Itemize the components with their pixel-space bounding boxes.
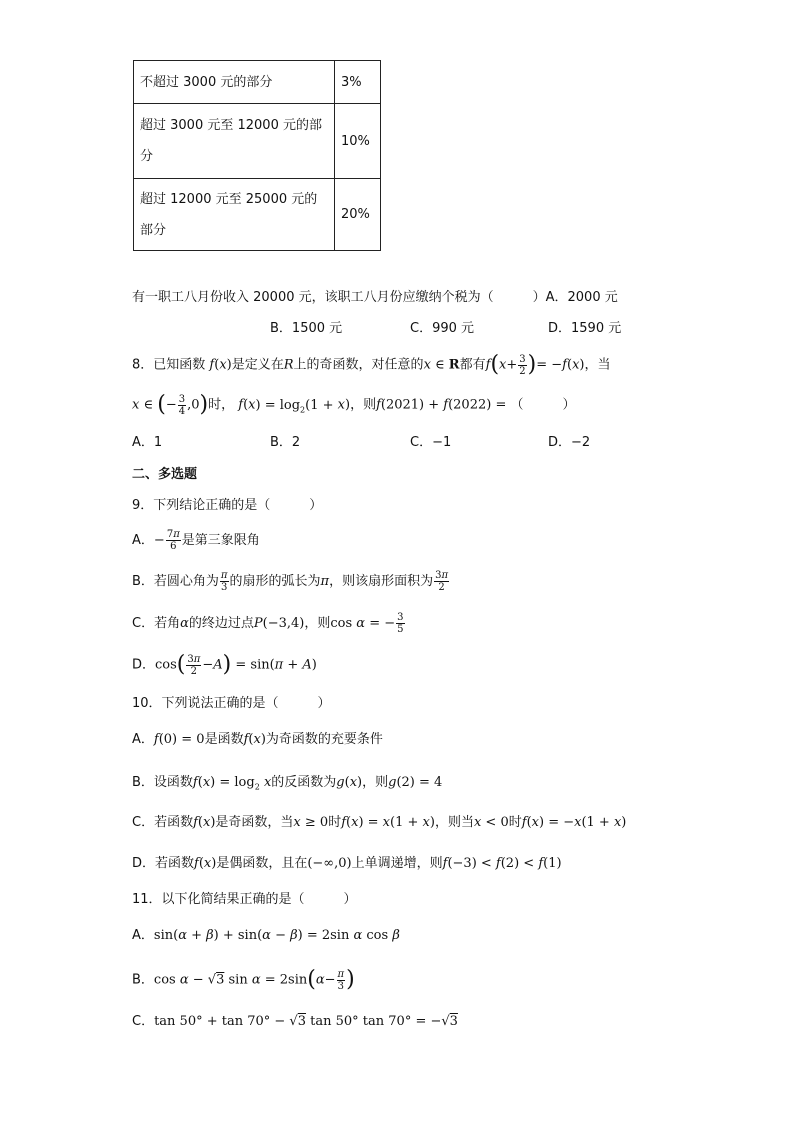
math: (1) xyxy=(543,856,562,871)
option-c: C．−1 xyxy=(410,435,452,450)
math: (1 + xyxy=(390,815,423,830)
math: f xyxy=(153,732,159,747)
math: ( xyxy=(566,357,573,373)
text: C．若函数 xyxy=(132,815,194,830)
text: 时 xyxy=(508,815,522,830)
math: ) = $\log_2(1$ + xyxy=(255,397,338,415)
option-d: D．−2 xyxy=(548,435,591,450)
math: (2022) = xyxy=(448,397,511,413)
math: (2021) + xyxy=(380,397,444,413)
option-label: D． xyxy=(132,657,156,673)
math: ) xyxy=(621,815,627,830)
math: α xyxy=(356,616,366,631)
math: ( xyxy=(176,652,186,677)
option-label: A． xyxy=(132,928,154,943)
text: 为奇函数的充要条件 xyxy=(265,732,383,747)
text: ，则 xyxy=(304,616,331,631)
math: = 2sin xyxy=(260,972,308,988)
math: cos xyxy=(362,928,393,943)
math: ) + sin( xyxy=(213,928,263,943)
math: ( xyxy=(307,967,316,992)
math: f xyxy=(495,856,501,871)
text: 的扇形的弧长为 xyxy=(229,574,321,589)
option-b: B．1500 元 xyxy=(270,321,343,336)
text: 的反函数为 xyxy=(271,775,337,790)
option-a: A．1 xyxy=(132,435,163,450)
table-cell-range: 不超过 3000 元的部分 xyxy=(134,61,335,104)
math: f xyxy=(243,732,249,747)
math: α xyxy=(262,928,271,943)
fraction: $\frac{3\pi}{2}$ xyxy=(187,653,201,677)
math: f xyxy=(485,357,491,373)
math: ) xyxy=(199,392,209,417)
math: f xyxy=(192,775,198,790)
question-8-line-2 xyxy=(132,392,576,423)
question-11-stem: 11．以下化简结果正确的是（ ） xyxy=(132,892,357,907)
math: g xyxy=(336,775,345,790)
table-row xyxy=(134,179,381,251)
math: cos xyxy=(155,657,177,673)
math: (−3,4) xyxy=(262,616,305,631)
math: f xyxy=(238,397,244,413)
question-11-option-a xyxy=(132,927,400,945)
option-d: D．1590 元 xyxy=(548,321,622,336)
math: ) = $\log_2$ xyxy=(210,775,260,792)
question-11-option-b xyxy=(132,966,355,995)
question-8-line-1 xyxy=(132,352,611,379)
question-11-option-c xyxy=(132,1013,458,1031)
text: 上单调递增，则 xyxy=(351,856,443,871)
math: = − xyxy=(536,357,563,373)
math: ) xyxy=(260,732,266,747)
math: x xyxy=(349,775,358,790)
math: x xyxy=(382,815,391,830)
math: x xyxy=(337,397,345,413)
text: 时 xyxy=(328,815,342,830)
table-cell-range: 超过 3000 元至 12000 元的部分 xyxy=(134,104,335,179)
math: ( xyxy=(248,732,254,747)
text: 上的奇函数，对任意的 xyxy=(293,357,424,373)
math: x xyxy=(499,357,507,373)
math: ( xyxy=(214,357,220,373)
math: α xyxy=(180,616,189,631)
math: x xyxy=(473,815,482,830)
text: 是偶函数，且在 xyxy=(216,856,308,871)
math: ∈ xyxy=(139,397,158,413)
math: ) xyxy=(429,815,435,830)
fraction: $\frac{3}{4}$ xyxy=(178,393,186,417)
math: ∈ R xyxy=(430,357,460,373)
math: f xyxy=(376,397,381,413)
question-7-stem: 有一职工八月份收入 20000 元，该职工八月份应缴纳个税为（ ） xyxy=(132,290,546,305)
math: x xyxy=(351,815,359,830)
tax-rate-table xyxy=(133,60,381,251)
math: ) xyxy=(226,357,232,373)
math: ) xyxy=(357,775,363,790)
text: D．若函数 xyxy=(132,856,195,871)
question-10-option-d xyxy=(132,855,562,873)
math: α xyxy=(179,972,189,988)
table-row xyxy=(134,104,381,179)
question-9-option-a xyxy=(132,527,260,555)
math: x xyxy=(574,815,582,830)
table-cell-rate: 10% xyxy=(335,104,381,179)
math: cos xyxy=(330,616,357,631)
math: f xyxy=(538,856,544,871)
math: (2) = 4 xyxy=(396,775,443,790)
option-label: C． xyxy=(132,1014,155,1029)
math: x xyxy=(423,357,431,373)
table-row xyxy=(134,61,381,104)
math: f xyxy=(341,815,347,830)
math: ) xyxy=(210,815,216,830)
text: 8．已知函数 xyxy=(132,357,206,373)
fraction: $\frac{7\pi}{6}$ xyxy=(166,529,180,552)
question-7 xyxy=(132,289,618,307)
math: ( xyxy=(526,815,532,830)
math: ( xyxy=(346,815,352,830)
math: = sin( xyxy=(231,657,275,673)
math: g xyxy=(388,775,397,790)
question-10-option-b xyxy=(132,774,442,797)
question-10-option-c xyxy=(132,814,626,832)
option-c: C．990 元 xyxy=(410,321,475,336)
math: P xyxy=(253,616,263,631)
math: ) = xyxy=(358,815,383,830)
text: ，当 xyxy=(584,357,611,373)
text: 是奇函数，当 xyxy=(215,815,294,830)
math: f xyxy=(521,815,527,830)
math: x xyxy=(202,775,211,790)
text: （ ） xyxy=(510,397,576,413)
math: ) xyxy=(346,967,355,992)
math: x xyxy=(293,815,301,830)
option-a: A．2000 元 xyxy=(545,290,618,305)
fraction: $\frac{3\pi}{2}$ xyxy=(435,570,449,593)
math: β xyxy=(206,928,214,943)
math: (1 + xyxy=(581,815,614,830)
option-b: B．2 xyxy=(270,435,301,450)
fraction: $\frac{\pi}{3}$ xyxy=(220,570,228,593)
math: x xyxy=(263,775,272,790)
math: cos xyxy=(153,972,180,988)
question-9-option-b xyxy=(132,568,450,596)
math: A xyxy=(302,657,312,673)
math: ) xyxy=(579,357,585,373)
math: ) xyxy=(344,397,351,413)
text: ，则 xyxy=(350,397,377,413)
math: − xyxy=(165,397,177,413)
math: (2) < xyxy=(500,856,539,871)
math: α xyxy=(251,972,261,988)
math: x xyxy=(572,357,580,373)
table-cell-range: 超过 12000 元至 25000 元的部分 xyxy=(134,179,335,251)
text: ，则当 xyxy=(434,815,474,830)
math: α xyxy=(178,928,187,943)
math: ) xyxy=(311,657,317,673)
math: β xyxy=(290,928,298,943)
math: ≥ 0 xyxy=(300,815,329,830)
question-10-stem: 10．下列说法正确的是（ ） xyxy=(132,696,331,711)
text: ，则该扇形面积为 xyxy=(329,574,434,589)
math: R xyxy=(283,357,294,373)
fraction: $\frac{3}{2}$ xyxy=(519,353,526,377)
math: − xyxy=(324,972,336,988)
question-9-option-c xyxy=(132,610,406,638)
option-label: B． xyxy=(132,972,154,988)
math: ) = 2sin xyxy=(297,928,354,943)
option-label: A． xyxy=(132,533,154,548)
math: − xyxy=(153,533,165,548)
question-9-stem: 9．下列结论正确的是（ ） xyxy=(132,498,323,513)
math: (0) = 0 xyxy=(158,732,205,747)
math: (−3) < xyxy=(447,856,496,871)
text: 都有 xyxy=(459,357,486,373)
table-cell-rate: 3% xyxy=(335,61,381,104)
section-heading: 二、多选题 xyxy=(132,467,198,482)
option-label: A． xyxy=(132,732,154,747)
math: − √3 sin xyxy=(188,972,252,988)
math: ( xyxy=(157,392,166,417)
math: f xyxy=(443,397,449,413)
math: x xyxy=(253,732,261,747)
math: π xyxy=(274,657,284,673)
math: α xyxy=(353,928,363,943)
text: 是函数 xyxy=(204,732,244,747)
math: x xyxy=(422,815,430,830)
math: π xyxy=(320,574,330,589)
math: f xyxy=(562,357,567,373)
math: f xyxy=(442,856,448,871)
text: 是定义在 xyxy=(231,357,284,373)
math: ) = − xyxy=(538,815,575,830)
math: f xyxy=(194,856,199,871)
math: β xyxy=(392,928,400,943)
math: x xyxy=(248,397,256,413)
math: = − xyxy=(365,616,396,631)
math: α xyxy=(315,972,325,988)
math: ( xyxy=(197,775,203,790)
text: 是第三象限角 xyxy=(181,533,260,548)
text: C．若角 xyxy=(132,616,181,631)
math: ) xyxy=(222,652,232,677)
math: sin( xyxy=(153,928,179,943)
math: x xyxy=(219,357,227,373)
text: ，则 xyxy=(362,775,389,790)
math: ( xyxy=(344,775,350,790)
math: x xyxy=(531,815,539,830)
math: f xyxy=(193,815,198,830)
question-9-option-d xyxy=(132,651,317,680)
math: A xyxy=(213,657,223,673)
math: − xyxy=(270,928,291,943)
math: < 0 xyxy=(481,815,509,830)
text: 时， xyxy=(208,397,235,413)
text: B．若圆心角为 xyxy=(132,574,219,589)
text: 的终边过点 xyxy=(188,616,254,631)
math: ( xyxy=(197,815,203,830)
math: + xyxy=(283,657,303,673)
math: ( xyxy=(490,352,500,377)
math: f xyxy=(209,357,215,373)
math: ( xyxy=(198,856,204,871)
math: x xyxy=(202,815,211,830)
fraction: $\frac{3}{5}$ xyxy=(397,612,404,635)
math: (−∞,0) xyxy=(307,856,352,871)
fraction: $\frac{\pi}{3}$ xyxy=(337,968,345,992)
math: + xyxy=(186,928,207,943)
math: ) xyxy=(527,352,537,377)
math: ) xyxy=(211,856,217,871)
math: − xyxy=(202,657,214,673)
text: B．设函数 xyxy=(132,775,193,790)
math: x xyxy=(203,856,212,871)
math: tan 50° + tan 70° − √3 tan 50° tan 70° = −√3 xyxy=(154,1014,458,1029)
math: x xyxy=(613,815,622,830)
math: ,0 xyxy=(187,397,200,413)
table-cell-rate: 20% xyxy=(335,179,381,251)
math: ( xyxy=(243,397,249,413)
math: x xyxy=(132,397,140,413)
math: + xyxy=(506,357,518,373)
question-10-option-a xyxy=(132,731,383,749)
